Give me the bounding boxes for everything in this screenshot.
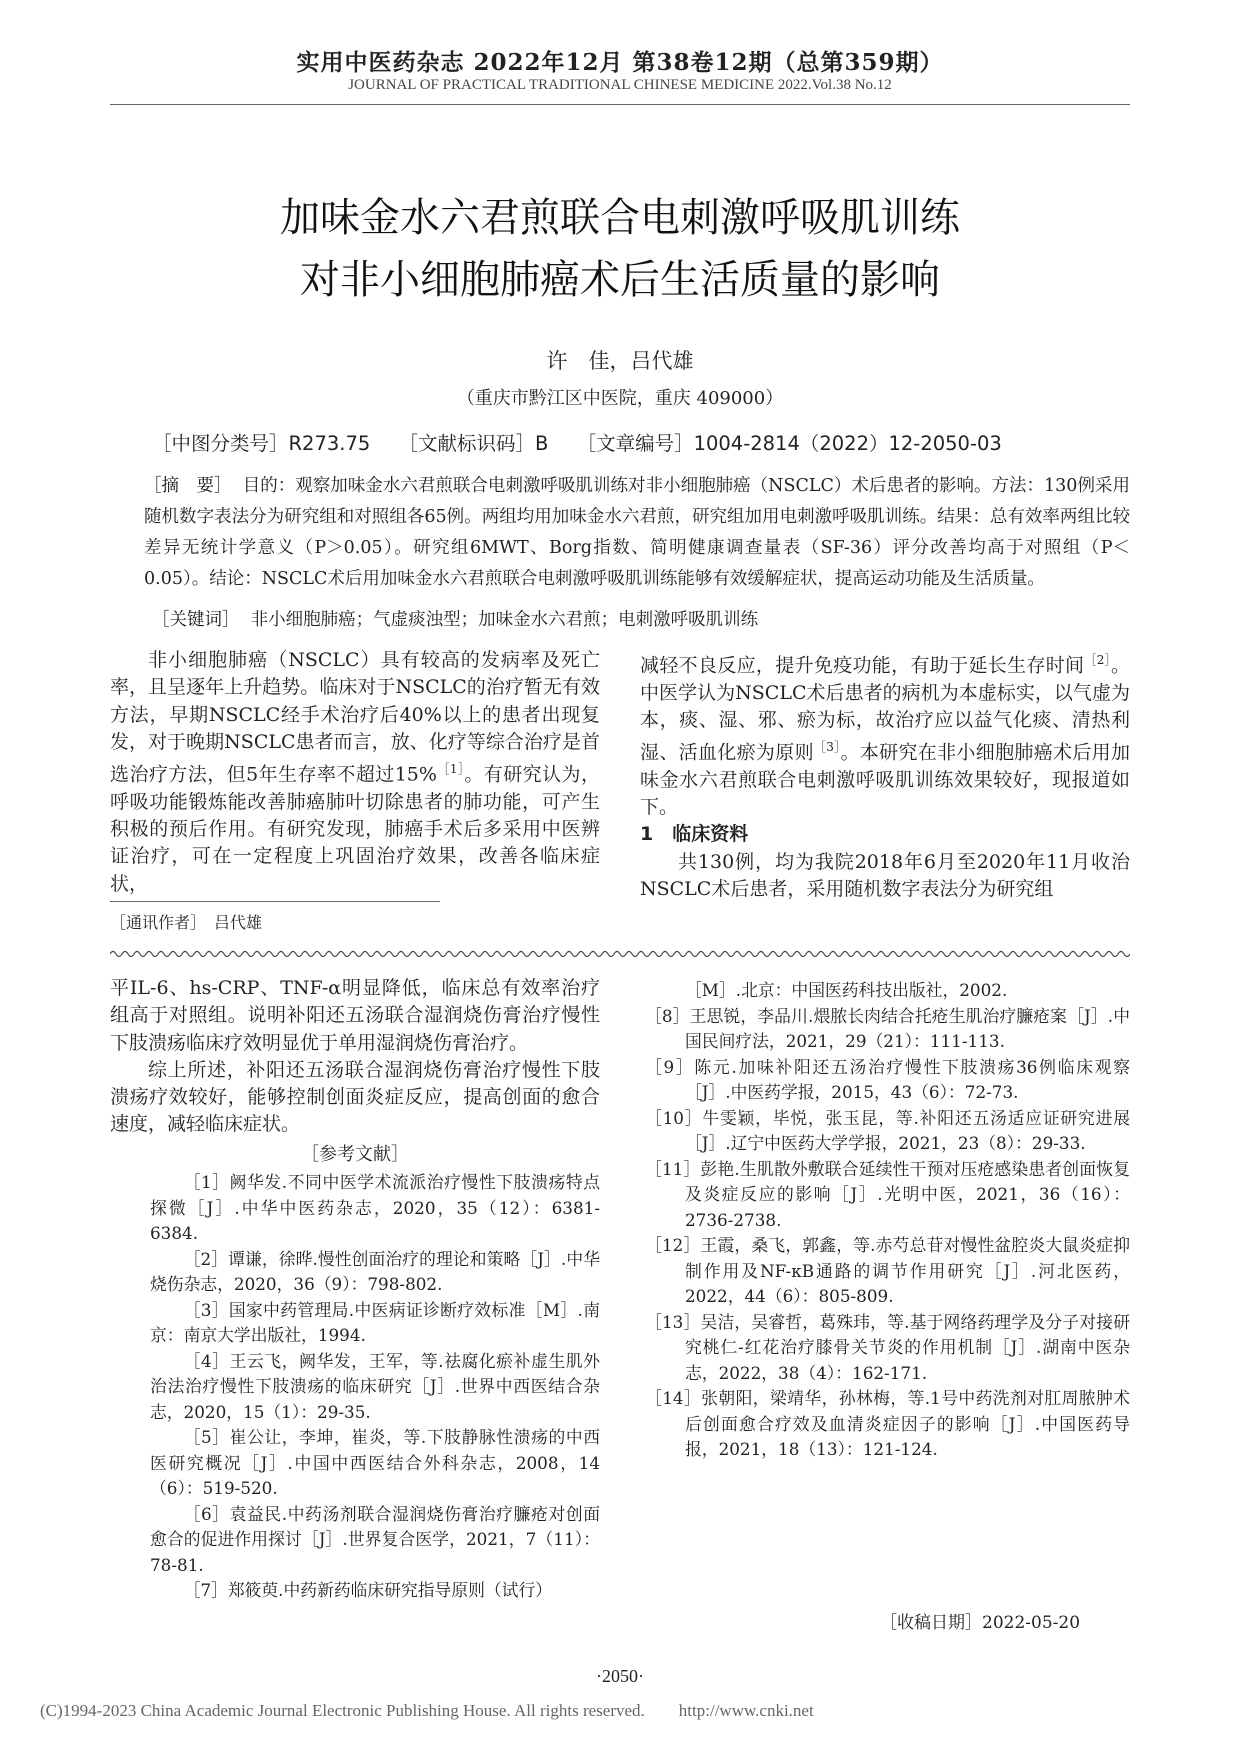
intro-right-a: 减轻不良反应，提升免疫功能，有助于延长生存时间 — [640, 654, 1085, 677]
reference-item: ［2］谭谦，徐晔.慢性创面治疗的理论和策略［J］.中华烧伤杂志，2020，36（9）：798-802. — [150, 1248, 600, 1295]
copyright-footer: (C)1994-2023 China Academic Journal Electronic Publishing House. All rights reserved. http://www.cnki.net — [40, 1701, 814, 1720]
keywords — [152, 605, 1132, 636]
reference-item: ［8］王思锐，李品川.煨脓长肉结合托疮生肌治疗臁疮案［J］.中国民间疗法，2021，29（21）：111-113. — [645, 1005, 1130, 1051]
reference-7-continuation: ［M］.北京：中国医药科技出版社，2002. — [685, 980, 1008, 1000]
header-rule — [110, 104, 1130, 105]
received-date: ［收稿日期］2022-05-20 — [880, 1613, 1081, 1633]
page-number: ·2050· — [596, 1666, 644, 1686]
continued-left-column — [110, 975, 600, 1604]
reference-item: ［13］吴洁，吴睿哲，葛殊玮，等.基于网络药理学及分子对接研究桃仁-红花治疗膝骨关节炎的作用机制［J］.湖南中医杂志，2022，38（4）：162-171. — [645, 1311, 1130, 1383]
document-code: ［文献标识码］B — [398, 432, 549, 455]
article-title-line1: 加味金水六君煎联合电刺激呼吸肌训练 — [280, 195, 960, 241]
continued-para-2: 综上所述，补阳还五汤联合湿润烧伤膏治疗慢性下肢溃疡疗效较好，能够控制创面炎症反应，提高创面的愈合速度，减轻临床症状。 — [110, 1058, 600, 1136]
affiliation: （重庆市黔江区中医院，重庆 409000） — [456, 388, 784, 409]
article-number: ［文章编号］1004-2814（2022）12-2050-03 — [576, 432, 1002, 455]
references-heading: ［参考文献］ — [301, 1143, 409, 1165]
section-1-heading: 1 临床资料 — [640, 823, 749, 846]
abstract — [144, 471, 1130, 595]
keywords-label: ［关键词］ — [152, 610, 240, 630]
authors: 许 佳，吕代雄 — [546, 349, 694, 373]
article-title-line2: 对非小细胞肺癌术后生活质量的影响 — [300, 257, 940, 303]
intro-left-column — [110, 647, 600, 898]
reference-item: ［1］阙华发.不同中医学术流派治疗慢性下肢溃疡特点探微［J］.中华中医药杂志，2020，35（12）：6381-6384. — [150, 1172, 600, 1244]
intro-text-b: 。有研究认为，呼吸功能锻炼能改善肺癌肺叶切除患者的肺功能，可产生积极的预后作用。有研究发现，肺癌手术后多采用中医辨证治疗，可在一定程度上巩固治疗效果，改善各临床症状， — [110, 763, 600, 895]
references-right-list — [645, 1004, 1130, 1463]
continued-right-column — [645, 978, 1130, 1463]
reference-item: ［7］郑筱萸.中药新药临床研究指导原则（试行） — [183, 1580, 553, 1601]
citation-1: ［1］ — [436, 762, 465, 777]
reference-item: ［6］袁益民.中药汤剂联合湿润烧伤膏治疗臁疮对创面愈合的促进作用探讨［J］.世界复合医学，2021，7（11）：78-81. — [150, 1503, 600, 1575]
keywords-text: 非小细胞肺癌；气虚痰浊型；加味金水六君煎；电刺激呼吸肌训练 — [250, 610, 759, 630]
citation-2: ［2］ — [1084, 653, 1111, 667]
reference-item: ［3］国家中药管理局.中医病证诊断疗效标准［M］.南京：南京大学出版社，1994. — [150, 1299, 600, 1346]
journal-header-cn: 实用中医药杂志 2022年12月 第38卷12期（总第359期） — [296, 49, 944, 76]
abstract-text: 目的：观察加味金水六君煎联合电刺激呼吸肌训练对非小细胞肺癌（NSCLC）术后患者的影响。方法：130例采用随机数字表法分为研究组和对照组各65例。两组均用加味金水六君煎，研究组加用电刺激呼吸肌训练。结果：总有效率两组比较差异无统计学意义（P＞0.05）。研究组6MWT、Borg指数、简明健康调查量表（SF-36）评分改善均高于对照组（P＜0.05）。结论：NSCLC术后用加味金水六君煎联合电刺激呼吸肌训练能够有效缓解症状，提高运动功能及生活质量。 — [144, 476, 1130, 589]
intro-right-b: 。中医学认为NSCLC术后患者的病机为本虚标实，以气虚为本，痰、湿、邪、瘀为标，故治疗应以益气化痰、清热利湿、活血化瘀为原则 — [640, 654, 1130, 764]
section-1-text: 共130例，均为我院2018年6月至2020年11月收治NSCLC术后患者，采用随机数字表法分为研究组 — [640, 850, 1130, 901]
abstract-label: ［摘 要］ — [144, 476, 232, 496]
reference-item: ［14］张朝阳，梁靖华，孙林梅，等.1号中药洗剂对肛周脓肿术后创面愈合疗效及血清炎症因子的影响［J］.中国医药导报，2021，18（13）：121-124. — [645, 1388, 1130, 1459]
reference-item: ［10］牛雯颖，毕悦，张玉昆，等.补阳还五汤适应证研究进展［J］.辽宁中医药大学学报，2021，23（8）：29-33. — [645, 1107, 1130, 1153]
reference-item: ［12］王霞，桑飞，郭鑫，等.赤芍总苷对慢性盆腔炎大鼠炎症抑制作用及NF-κB通路的调节作用研究［J］.河北医药，2022，44（6）：805-809. — [645, 1235, 1130, 1306]
intro-right-column — [640, 647, 1130, 903]
reference-item: ［9］陈元.加味补阳还五汤治疗慢性下肢溃疡36例临床观察［J］.中医药学报，2015，43（6）：72-73. — [645, 1056, 1130, 1102]
classification-line — [152, 428, 1132, 456]
references-left-list — [110, 1170, 600, 1604]
intro-text-a: 非小细胞肺癌（NSCLC）具有较高的发病率及死亡率，且呈逐年上升趋势。临床对于NSCLC的治疗暂无有效方法，早期NSCLC经手术治疗后40%以上的患者出现复发，对于晚期NSCLC患者而言，放、化疗等综合治疗是首选治疗方法，但5年生存率不超过15% — [110, 649, 600, 786]
continued-para-1: 平IL-6、hs-CRP、TNF-α明显降低，临床总有效率治疗组高于对照组。说明补阳还五汤联合湿润烧伤膏治疗慢性下肢溃疡临床疗效明显优于单用湿润烧伤膏治疗。 — [110, 977, 600, 1054]
corresponding-author: ［通讯作者］ 吕代雄 — [110, 913, 263, 932]
reference-item: ［11］彭艳.生肌散外敷联合延续性干预对压疮感染患者创面恢复及炎症反应的影响［J］.光明中医，2021，36（16）：2736-2738. — [645, 1158, 1130, 1230]
journal-header-en: JOURNAL OF PRACTICAL TRADITIONAL CHINESE MEDICINE 2022.Vol.38 No.12 — [348, 77, 892, 93]
wavy-separator — [110, 949, 1130, 959]
footnote-rule — [110, 901, 440, 902]
citation-3: ［3］ — [813, 740, 841, 755]
intro-right-c: 。本研究在非小细胞肺癌术后用加味金水六君煎联合电刺激呼吸肌训练效果较好，现报道如下。 — [640, 741, 1130, 819]
clc-number: ［中图分类号］R273.75 — [152, 432, 371, 455]
reference-item: ［4］王云飞，阙华发，王军，等.祛腐化瘀补虚生肌外治法治疗慢性下肢溃疡的临床研究［J］.世界中西医结合杂志，2020，15（1）：29-35. — [150, 1350, 600, 1422]
reference-item: ［5］崔公让，李坤，崔炎，等.下肢静脉性溃疡的中西医研究概况［J］.中国中西医结合外科杂志，2008，14（6）：519-520. — [150, 1427, 600, 1499]
